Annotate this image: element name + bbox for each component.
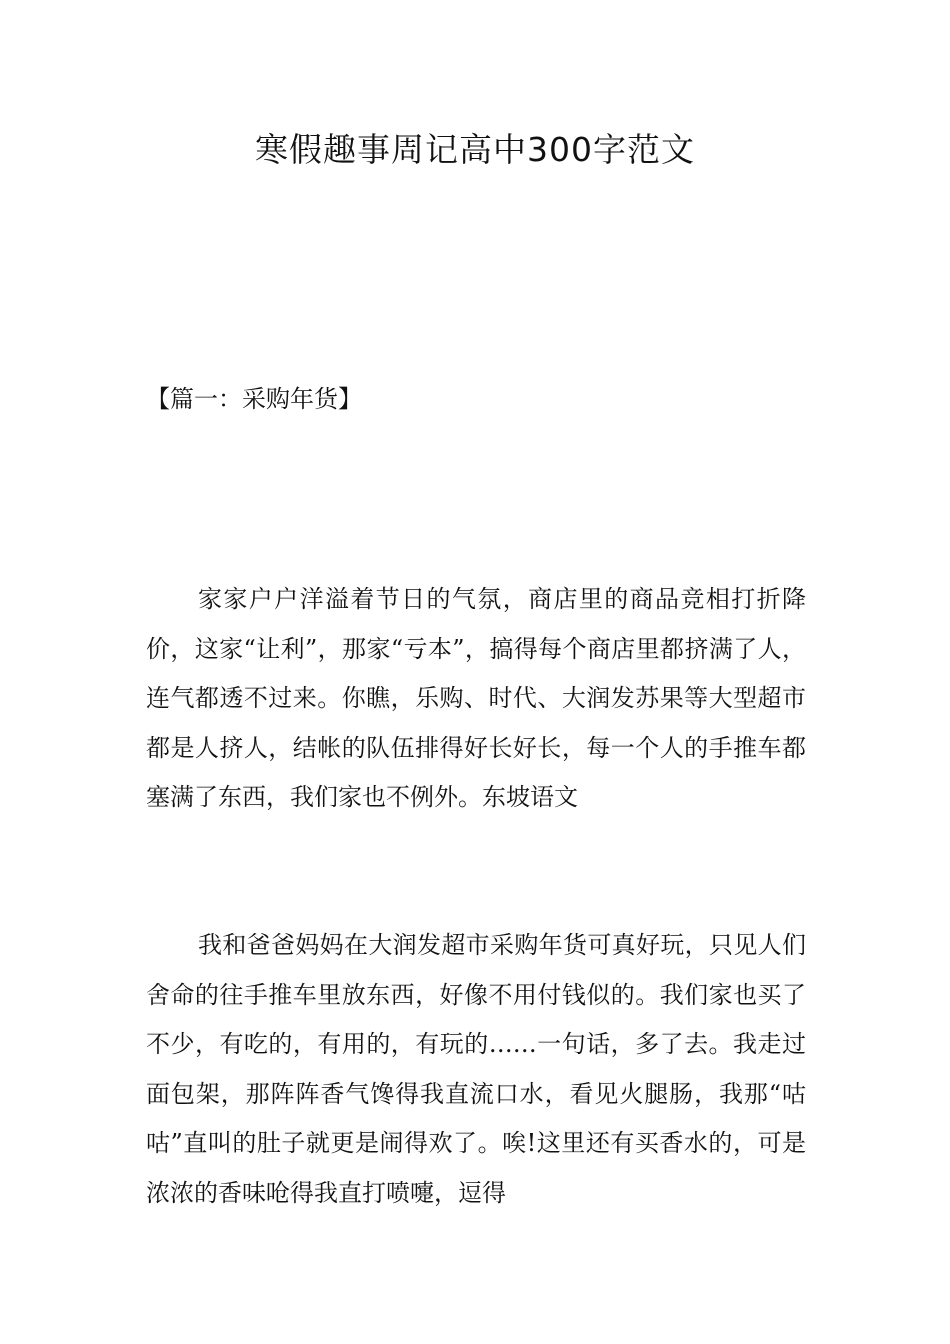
paragraph-1: 家家户户洋溢着节日的气氛，商店里的商品竞相打折降价，这家“让利”，那家“亏本”，搞得每个商店里都挤满了人，连气都透不过来。你瞧，乐购、时代、大润发苏果等大型超市都是人挤人，结帐的队伍排得好长好长，每一个人的手推车都塞满了东西，我们家也不例外。东坡语文 bbox=[146, 585, 806, 811]
section-heading: 【篇一：采购年货】 bbox=[146, 385, 362, 413]
document-title: 寒假趣事周记高中300字范文 bbox=[255, 130, 695, 169]
paragraph-2: 我和爸爸妈妈在大润发超市采购年货可真好玩，只见人们舍命的往手推车里放东西，好像不用付钱似的。我们家也买了不少，有吃的，有用的，有玩的……一句话，多了去。我走过面包架，那阵阵香气馋得我直流口水，看见火腿肠，我那“咕咕”直叫的肚子就更是闹得欢了。唉!这里还有买香水的，可是浓浓的香味呛得我直打喷嚏，逗得 bbox=[146, 931, 806, 1207]
